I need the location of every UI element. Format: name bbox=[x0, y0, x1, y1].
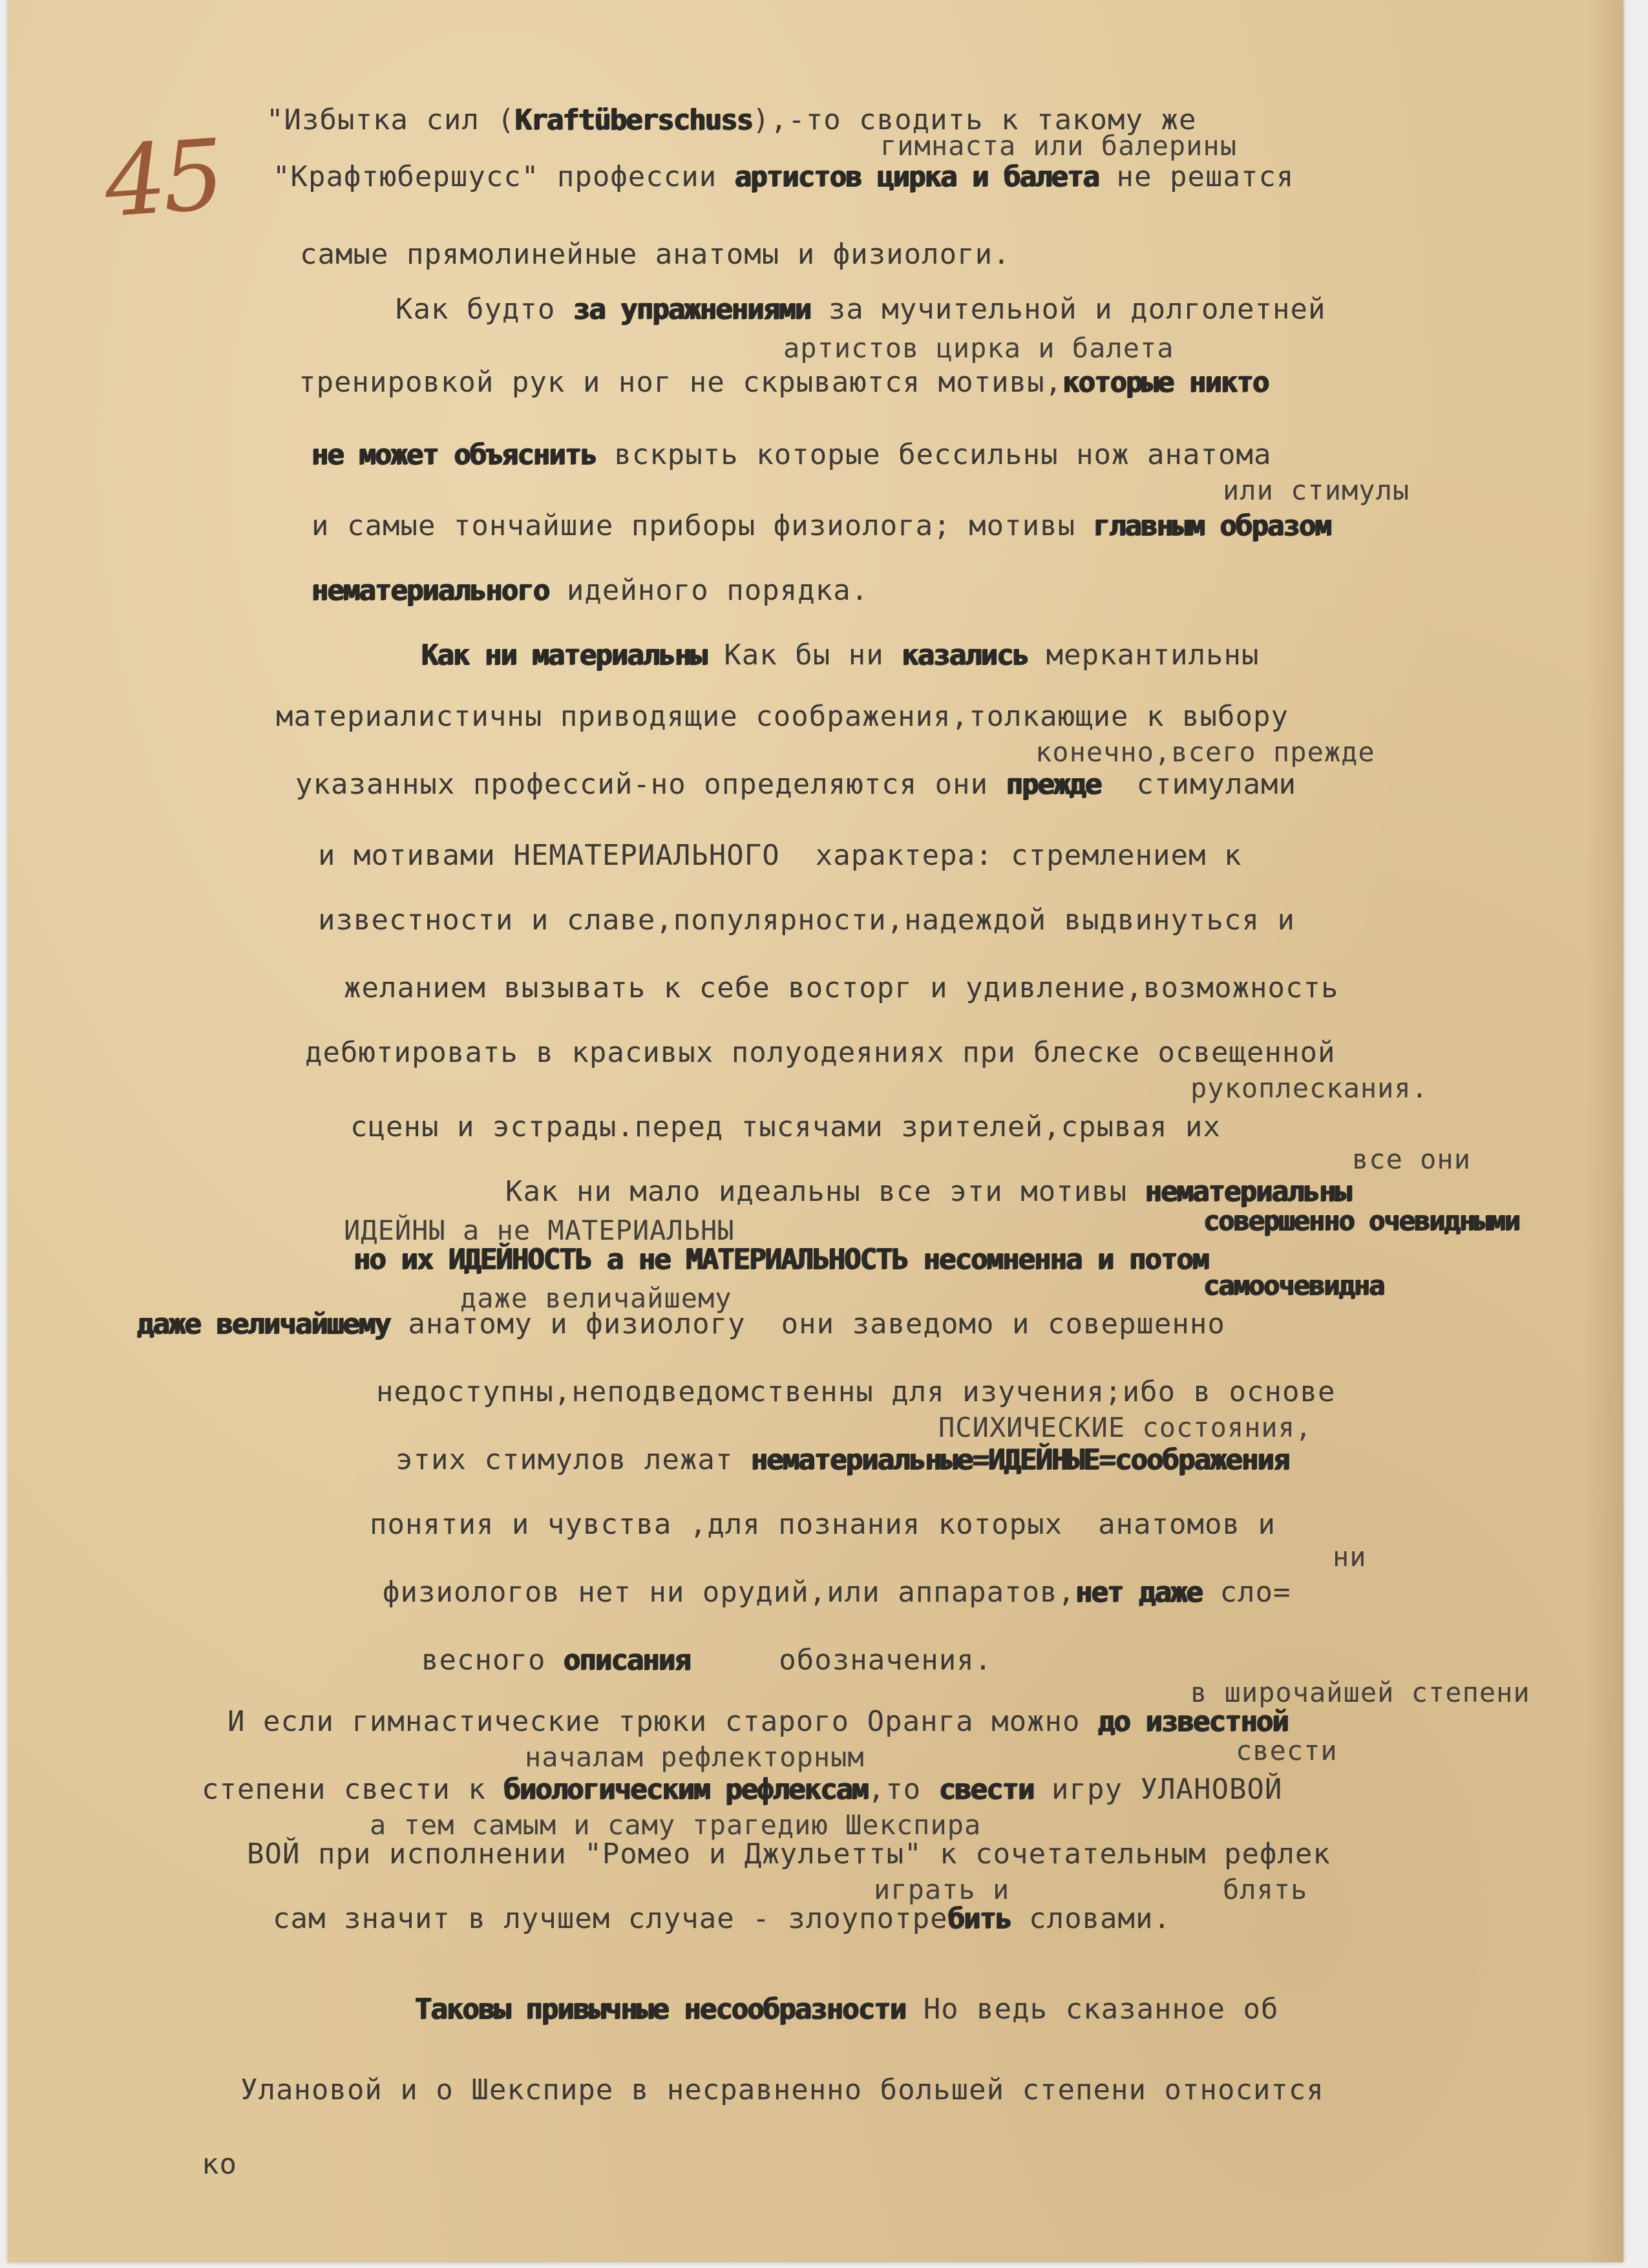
struck-out-text: самоочевидна bbox=[1203, 1269, 1384, 1301]
typed-text: началам рефлекторным bbox=[525, 1741, 865, 1773]
typed-text: "Избытка сил ( bbox=[266, 103, 515, 136]
struck-out-text: совершенно очевидными bbox=[1203, 1205, 1520, 1236]
typed-text: игру УЛАНОВОЙ bbox=[1033, 1773, 1283, 1806]
typed-text: сло= bbox=[1202, 1576, 1291, 1609]
typed-text: Как бы ни bbox=[706, 639, 902, 672]
typed-text: или стимулы bbox=[1223, 474, 1410, 506]
typed-line bbox=[396, 294, 1326, 325]
typed-line bbox=[370, 1509, 1276, 1540]
struck-out-text: Таковы привычные несообразности bbox=[415, 1993, 906, 2026]
typed-text: желанием вызывать к себе восторг и удивление,возможность bbox=[344, 971, 1339, 1004]
struck-out-text: которые никто bbox=[1062, 366, 1269, 399]
struck-out-text: нематериальны bbox=[1145, 1175, 1351, 1208]
typed-text: физиологов нет ни орудий,или аппаратов, bbox=[383, 1576, 1076, 1609]
struck-out-text: нематериальные=ИДЕЙНЫЕ=соображения bbox=[750, 1443, 1289, 1476]
typed-text: меркантильны bbox=[1028, 639, 1260, 672]
typed-text: не решатся bbox=[1099, 160, 1294, 193]
typed-text: ИДЕЙНЫ а не МАТЕРИАЛЬНЫ bbox=[344, 1214, 735, 1246]
typed-text: блять bbox=[1223, 1874, 1308, 1905]
typed-text: весного bbox=[421, 1644, 564, 1677]
typed-line bbox=[383, 1577, 1291, 1608]
typed-text: а тем самым и саму трагедию Шекспира bbox=[370, 1809, 982, 1841]
typed-text: конечно,всего прежде bbox=[1035, 736, 1375, 768]
typed-line bbox=[312, 575, 869, 606]
typed-line bbox=[376, 1377, 1335, 1408]
struck-out-text: за упражнениями bbox=[573, 293, 811, 326]
struck-out-text: биологическим рефлексам bbox=[503, 1773, 868, 1806]
typed-text: степени свести к bbox=[202, 1773, 504, 1806]
struck-out-text: не может объяснить bbox=[312, 438, 597, 471]
typed-text: ко bbox=[202, 2148, 237, 2181]
typed-text: ни bbox=[1333, 1541, 1367, 1573]
typed-text: анатому и физиологу они заведомо и совершенно bbox=[390, 1308, 1225, 1341]
interlinear-insertion bbox=[880, 131, 1237, 162]
typed-line bbox=[350, 1112, 1221, 1143]
typed-text: известности и славе,популярности,надеждой выдвинуться и bbox=[318, 904, 1295, 937]
typed-line bbox=[247, 1839, 1331, 1870]
interlinear-insertion bbox=[1203, 1205, 1519, 1236]
typed-text: словами. bbox=[1011, 1902, 1172, 1935]
typed-text: рукоплескания. bbox=[1190, 1072, 1429, 1104]
interlinear-insertion bbox=[1333, 1542, 1367, 1573]
interlinear-insertion bbox=[1035, 737, 1375, 768]
typed-text: Улановой и о Шекспире в несравненно большей степени относится bbox=[240, 2073, 1324, 2106]
typed-line bbox=[312, 511, 1331, 542]
typed-text: понятия и чувства ,для познания которых анатомов и bbox=[370, 1508, 1276, 1541]
typed-text: стимулами bbox=[1101, 768, 1296, 801]
interlinear-insertion bbox=[525, 1742, 865, 1773]
typed-text: ВОЙ при исполнении "Ромео и Джульетты" к сочетательным рефлек bbox=[247, 1838, 1331, 1871]
typed-text: "Крафтюбершусс" профессии bbox=[273, 160, 735, 193]
typed-line bbox=[227, 1706, 1288, 1737]
typed-text: артистов цирка и балета bbox=[783, 332, 1174, 364]
typed-text: вскрыть которые бессильны нож анатома bbox=[596, 438, 1272, 471]
typed-text: свести bbox=[1236, 1735, 1338, 1766]
document-page bbox=[8, 0, 1623, 2262]
struck-out-text: бить bbox=[947, 1902, 1011, 1935]
interlinear-insertion bbox=[874, 1874, 1009, 1905]
typed-line bbox=[305, 1037, 1335, 1068]
typed-line bbox=[344, 973, 1338, 1004]
typed-text: и мотивами НЕМАТЕРИАЛЬНОГО характера: стремлением к bbox=[318, 839, 1242, 872]
typed-text: тренировкой рук и ног не скрываются мотивы, bbox=[299, 366, 1063, 399]
typed-text: в широчайшей степени bbox=[1190, 1677, 1530, 1708]
typed-line bbox=[415, 1994, 1279, 2025]
handwritten-page-number: 45 bbox=[101, 118, 224, 240]
typed-line bbox=[273, 1903, 1171, 1934]
typed-text: Как будто bbox=[396, 293, 573, 326]
interlinear-insertion bbox=[1223, 475, 1410, 506]
struck-out-text: Kraftüberschuss bbox=[514, 103, 753, 136]
struck-out-text: нематериального bbox=[312, 574, 549, 607]
typed-line bbox=[299, 367, 1268, 398]
typed-text: даже величайшему bbox=[460, 1282, 732, 1314]
typed-text: сам значит в лучшем случае - злоупотре bbox=[273, 1902, 948, 1935]
struck-out-text: главным образом bbox=[1093, 509, 1331, 542]
typed-text: играть и bbox=[874, 1874, 1010, 1905]
interlinear-insertion bbox=[1352, 1144, 1471, 1175]
typed-text: ПСИХИЧЕСКИЕ состояния, bbox=[938, 1412, 1313, 1443]
typed-line bbox=[295, 769, 1296, 800]
typed-line bbox=[505, 1176, 1351, 1207]
struck-out-text: до известной bbox=[1098, 1705, 1288, 1738]
struck-out-text: даже величайшему bbox=[137, 1308, 390, 1341]
struck-out-text: свести bbox=[938, 1773, 1034, 1806]
struck-out-text: описания bbox=[563, 1644, 690, 1677]
typed-line bbox=[202, 1774, 1282, 1805]
typed-text: И если гимнастические трюки старого Оранга можно bbox=[227, 1705, 1099, 1738]
struck-out-text: но их ИДЕЙНОСТЬ а не МАТЕРИАЛЬНОСТЬ несомненна и потом bbox=[354, 1243, 1209, 1276]
typed-line bbox=[354, 1244, 1208, 1275]
interlinear-insertion bbox=[1190, 1677, 1530, 1708]
typed-line bbox=[273, 162, 1294, 193]
typed-text: гимнаста или балерины bbox=[880, 130, 1238, 162]
interlinear-insertion bbox=[783, 333, 1174, 364]
typed-line bbox=[396, 1445, 1289, 1476]
struck-out-text: прежде bbox=[1006, 768, 1101, 801]
struck-out-text: казались bbox=[902, 639, 1029, 672]
typed-line bbox=[421, 1645, 992, 1676]
typed-line bbox=[421, 640, 1260, 671]
typed-text: все они bbox=[1352, 1143, 1472, 1175]
struck-out-text: артистов цирка и балета bbox=[734, 160, 1099, 193]
typed-text: ),-то сводить к такому же bbox=[752, 103, 1197, 136]
typed-text: ,то bbox=[867, 1773, 939, 1806]
typed-line bbox=[202, 2149, 237, 2180]
typed-text: этих стимулов лежат bbox=[396, 1443, 751, 1476]
typed-line bbox=[137, 1309, 1225, 1340]
interlinear-insertion bbox=[938, 1412, 1312, 1443]
interlinear-insertion bbox=[344, 1215, 735, 1246]
typed-line bbox=[276, 701, 1289, 732]
typed-text: недоступны,неподведомственны для изучения;ибо в основе bbox=[376, 1375, 1336, 1408]
typed-line bbox=[312, 440, 1271, 471]
interlinear-insertion bbox=[1203, 1270, 1384, 1301]
typed-line bbox=[318, 905, 1295, 936]
struck-out-text: нет даже bbox=[1075, 1576, 1203, 1609]
typed-line bbox=[300, 239, 1011, 270]
typed-text: за мучительной и долголетней bbox=[810, 293, 1326, 326]
typed-line bbox=[240, 2075, 1324, 2106]
typed-text: дебютировать в красивых полуодеяниях при блеске освещенной bbox=[305, 1036, 1336, 1069]
typed-text: и самые тончайшие приборы физиолога; мотивы bbox=[312, 509, 1093, 542]
typed-text: самые прямолинейные анатомы и физиологи. bbox=[300, 238, 1011, 271]
typed-text: идейного порядка. bbox=[549, 574, 869, 607]
page-edge-shadow bbox=[1585, 0, 1623, 2262]
typed-text: сцены и эстрады.перед тысячами зрителей,срывая их bbox=[350, 1110, 1221, 1143]
interlinear-insertion bbox=[1223, 1874, 1307, 1905]
struck-out-text: Как ни материальны bbox=[421, 639, 706, 672]
interlinear-insertion bbox=[370, 1810, 981, 1841]
typed-line bbox=[318, 840, 1242, 871]
typed-text: указанных профессий-но определяются они bbox=[295, 768, 1006, 801]
interlinear-insertion bbox=[1190, 1073, 1428, 1104]
typed-text: обозначения. bbox=[690, 1644, 993, 1677]
typed-text: Как ни мало идеальны все эти мотивы bbox=[505, 1175, 1145, 1208]
typed-text: Но ведь сказанное об bbox=[905, 1993, 1279, 2026]
typed-text: материалистичны приводящие соображения,толкающие к выбору bbox=[276, 700, 1289, 733]
interlinear-insertion bbox=[1236, 1735, 1338, 1766]
